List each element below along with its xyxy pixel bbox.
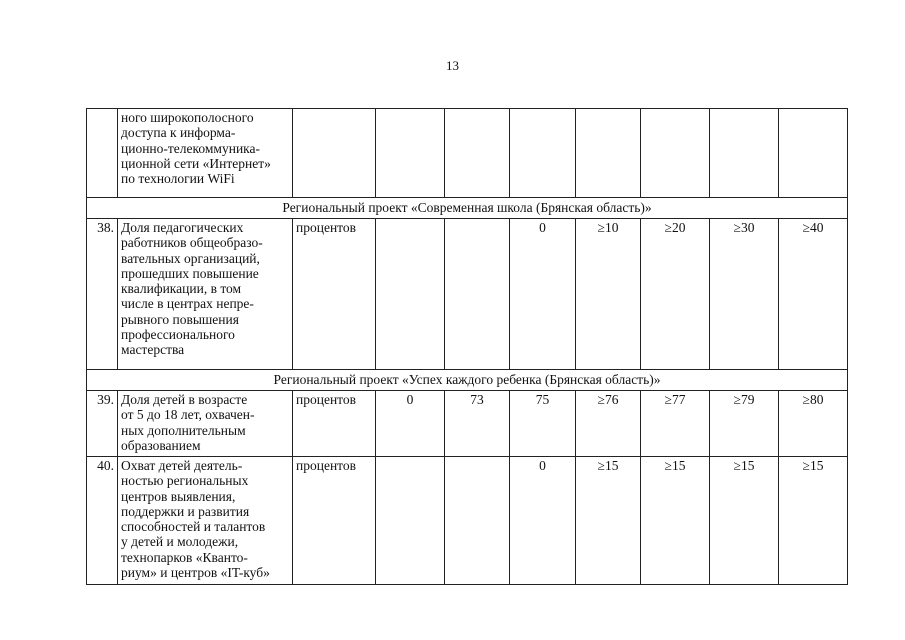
- section-title: Региональный проект «Современная школа (Брянская область)»: [87, 198, 848, 219]
- unit-cell: процентов: [293, 457, 376, 585]
- value-cell: [445, 109, 510, 198]
- value-cell: [376, 219, 445, 370]
- value-cell: [445, 457, 510, 585]
- name-line: риум» и центров «IT-куб»: [121, 565, 270, 581]
- value-cell: ≥79: [710, 391, 779, 457]
- value-cell: [445, 219, 510, 370]
- value-cell: 73: [445, 391, 510, 457]
- unit-cell: [293, 109, 376, 198]
- value-cell: ≥40: [779, 219, 848, 370]
- name-line: доступа к информа-: [121, 125, 236, 141]
- row-number: [87, 109, 118, 198]
- value-cell: ≥80: [779, 391, 848, 457]
- name-line: центров выявления,: [121, 488, 236, 504]
- value-cell: ≥15: [779, 457, 848, 585]
- name-line: квалификации, в том: [121, 281, 242, 297]
- name-line: числе в центрах непре-: [121, 296, 254, 312]
- value-cell: ≥10: [576, 219, 641, 370]
- row-number: 39.: [87, 391, 118, 457]
- name-line: мастерства: [121, 342, 185, 358]
- value-cell: ≥30: [710, 219, 779, 370]
- name-line: поддержки и развития: [121, 503, 250, 519]
- value-cell: [576, 109, 641, 198]
- value-cell: [710, 109, 779, 198]
- table-row-39: [87, 391, 848, 457]
- value-cell: ≥15: [641, 457, 710, 585]
- row-number: 40.: [87, 457, 118, 585]
- section-title: Региональный проект «Успех каждого ребенка (Брянская область)»: [87, 370, 848, 391]
- name-line: у детей и молодежи,: [121, 534, 239, 550]
- indicator-name: [118, 219, 293, 370]
- table-row-40: [87, 457, 848, 585]
- name-line: прошедших повышение: [121, 265, 259, 281]
- value-cell: ≥15: [710, 457, 779, 585]
- value-cell: [641, 109, 710, 198]
- name-line: ных дополнительным: [121, 422, 246, 438]
- table-row-38: [87, 219, 848, 370]
- name-line: от 5 до 18 лет, охвачен-: [121, 407, 255, 423]
- name-line: Доля педагогических: [121, 220, 244, 235]
- unit-cell: процентов: [293, 219, 376, 370]
- page-number: 13: [446, 58, 459, 73]
- indicator-name: [118, 109, 293, 198]
- value-cell: ≥15: [576, 457, 641, 585]
- name-line: технопарков «Кванто-: [121, 549, 248, 565]
- indicators-table: [86, 108, 848, 585]
- value-cell: [376, 109, 445, 198]
- name-line: ционной сети «Интернет»: [121, 155, 271, 171]
- value-cell: 0: [376, 391, 445, 457]
- name-line: Доля детей в возрасте: [121, 392, 248, 407]
- name-line: Охват детей деятель-: [121, 458, 243, 473]
- name-line: вательных организаций,: [121, 250, 260, 266]
- value-cell: 0: [510, 457, 576, 585]
- indicator-name: [118, 391, 293, 457]
- name-line: образованием: [121, 437, 201, 453]
- name-line: по технологии WiFi: [121, 171, 235, 187]
- value-cell: [510, 109, 576, 198]
- value-cell: ≥20: [641, 219, 710, 370]
- indicator-name: [118, 457, 293, 585]
- section-header-row: [87, 198, 848, 219]
- row-number: 38.: [87, 219, 118, 370]
- unit-cell: процентов: [293, 391, 376, 457]
- name-line: ностью региональных: [121, 473, 249, 489]
- name-line: работников общеобразо-: [121, 235, 263, 251]
- section-header-row: [87, 370, 848, 391]
- name-line: ного широкополосного: [121, 110, 254, 125]
- value-cell: [779, 109, 848, 198]
- table-row-continuation: [87, 109, 848, 198]
- name-line: ционно-телекоммуника-: [121, 140, 261, 156]
- value-cell: ≥77: [641, 391, 710, 457]
- name-line: способностей и талантов: [121, 519, 266, 535]
- value-cell: ≥76: [576, 391, 641, 457]
- name-line: рывного повышения: [121, 311, 239, 327]
- name-line: профессионального: [121, 327, 235, 343]
- value-cell: 75: [510, 391, 576, 457]
- value-cell: [376, 457, 445, 585]
- value-cell: 0: [510, 219, 576, 370]
